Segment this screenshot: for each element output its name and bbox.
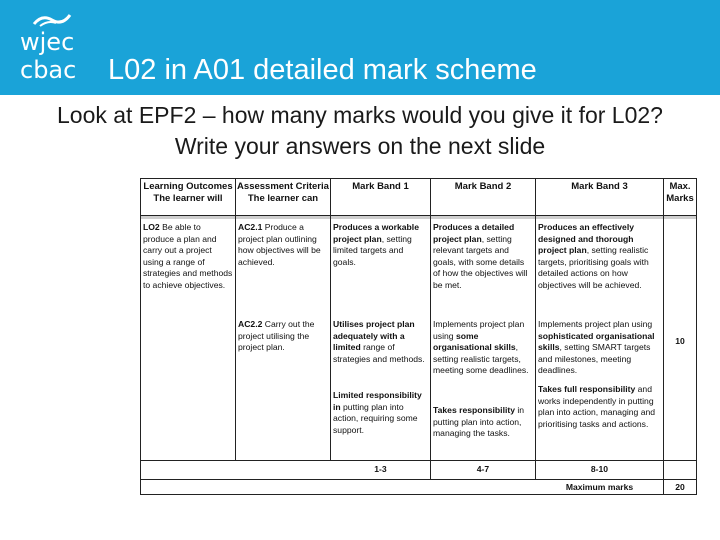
ac21-band3-cell: [538, 222, 661, 291]
header-learning-outcomes: [142, 181, 234, 205]
subtitle-line-2: Write your answers on the next slide: [174, 133, 546, 159]
subtitle-line-1: Look at EPF2 – how many marks would you give it for L02?: [57, 102, 663, 128]
ac21-band1-text: , setting limited targets and goals.: [333, 233, 412, 267]
slide-subtitle: [0, 100, 720, 162]
ac22-band3-cell: [538, 319, 661, 377]
header-ac-line1: Assessment Criteria: [237, 181, 329, 192]
ac22-criteria-cell: [238, 319, 328, 354]
ac22-band1b-bold: Limited responsibility in: [333, 390, 422, 412]
ac22-band3b-text: and works independently in putting plan into action, managing and prioritising tasks and actions.: [538, 384, 656, 429]
ac22-code: AC2.2: [238, 319, 263, 329]
ac-max-marks-value: 10: [675, 336, 685, 346]
ac21-band1-cell: [333, 222, 428, 268]
header-mark-band-1: Mark Band 1: [352, 181, 409, 192]
range-band-2: 4-7: [476, 464, 490, 474]
header-assessment-criteria: [236, 181, 330, 205]
ac22-band2-cell: [433, 319, 533, 377]
ac22-band1b-cell: [333, 390, 428, 436]
ac22-band1-bold: Utilises project plan adequately with a limited: [333, 319, 415, 352]
ac22-band2b-cell: [433, 405, 533, 440]
ac22-band3b-cell: [538, 384, 661, 430]
ac21-text: Produce a project plan outlining how objectives will be achieved.: [238, 222, 321, 267]
ac21-band3-bold: Produces an effectively designed and thorough project plan: [538, 222, 635, 255]
ac21-criteria-cell: [238, 222, 328, 268]
ac21-code: AC2.1: [238, 222, 263, 232]
ac22-band3b-bold: Takes full responsibility: [538, 384, 636, 394]
slide-title: L02 in A01 detailed mark scheme: [108, 54, 537, 86]
ac21-band2-cell: [433, 222, 533, 291]
ac22-band1-text: range of strategies and methods.: [333, 342, 425, 364]
ac22-band2-bold: some organisational skills: [433, 330, 516, 352]
ac22-band2-text2: , setting realistic targets, meeting some deadlines.: [433, 342, 529, 375]
ac22-band3-text2: , setting SMART targets and milestones, meeting deadlines.: [538, 342, 651, 375]
lo2-text: Be able to produce a plan and carry out a project using a range of strategies and methods to achieve objectives.: [143, 222, 233, 290]
lo2-code: LO2: [143, 222, 160, 232]
ac22-band3-bold: sophisticated organisational skills: [538, 330, 655, 352]
ac22-band3-text1: Implements project plan using: [538, 319, 653, 329]
range-band-3: 8-10: [590, 464, 609, 474]
wjec-cbac-logo: [20, 12, 100, 87]
maximum-marks-label: Maximum marks: [565, 482, 634, 492]
lo2-cell: [143, 222, 233, 291]
ac22-band1b-text: putting plan into action, requiring some support.: [333, 401, 418, 435]
header-lo-line1: Learning Outcomes: [143, 181, 233, 192]
logo-text-wjec: wjec: [20, 28, 75, 56]
mark-scheme-table: [140, 178, 697, 495]
ac21-band1-bold: Produces a workable project plan: [333, 222, 419, 244]
ac22-band2-text1: Implements project plan using: [433, 319, 525, 341]
logo-swoosh-icon: [32, 12, 72, 28]
header-bar: [0, 0, 720, 95]
header-mark-band-3: Mark Band 3: [571, 181, 628, 192]
ac22-band2b-bold: Takes responsibility: [433, 405, 515, 415]
maximum-marks-value: 20: [675, 482, 685, 492]
header-max-line1: Max.: [669, 181, 691, 192]
header-max-marks: [664, 181, 696, 205]
header-mark-band-2: Mark Band 2: [454, 181, 512, 192]
logo-text-cbac: cbac: [20, 56, 77, 84]
ac22-band1-cell: [333, 319, 428, 365]
header-lo-line2: The learner will: [153, 193, 223, 204]
header-max-line2: Marks: [666, 193, 694, 204]
ac21-band2-bold: Produces a detailed project plan: [433, 222, 515, 244]
range-band-1: 1-3: [374, 464, 387, 474]
ac21-band3-text: , setting realistic targets, prioritising goals with detailed actions on how objectives will be achieved.: [538, 245, 649, 290]
ac22-band2b-text: in putting plan into action, managing the tasks.: [433, 405, 525, 438]
header-ac-line2: The learner can: [247, 193, 319, 204]
ac21-band2-text: , setting relevant targets and goals, with some details of how the objectives will be met.: [433, 233, 528, 290]
ac22-text: Carry out the project utilising the project plan.: [238, 319, 315, 352]
